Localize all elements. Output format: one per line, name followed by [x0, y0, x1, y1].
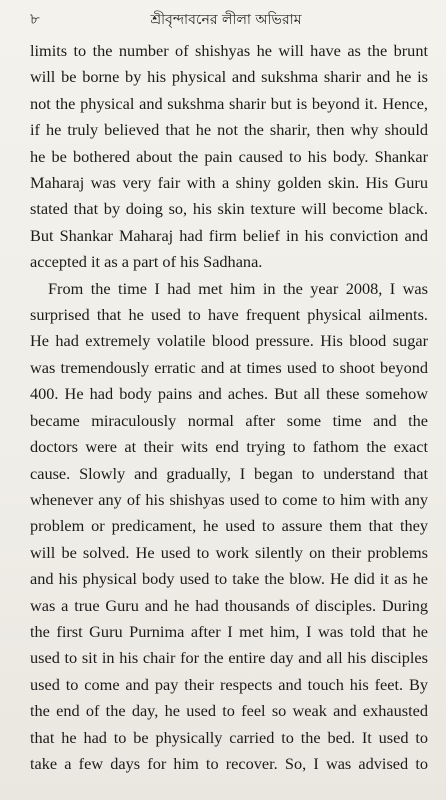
text-line: But Shankar Maharaj had firm belief in his conviction and [30, 225, 428, 245]
text-line: the end of the day, he used to feel so weak and exhausted [30, 701, 428, 721]
text-line: cause. Slowly and gradually, I began to understand that [30, 463, 428, 483]
text-line: Maharaj was very fair with a shiny golden skin. His Guru [30, 173, 428, 193]
text-line: doctors were at their wits end trying to fathom the exact [30, 437, 428, 457]
page-header [30, 8, 422, 30]
text-line: and his physical body used to take the blow. He did it as he [30, 569, 428, 589]
text-line: was tremendously erratic and at times used to shoot beyond [30, 357, 428, 377]
text-line: will be solved. He used to work silently on their problems [30, 542, 428, 562]
text-line: problem or predicament, he used to assure them that they [30, 516, 428, 536]
text-line: he be bothered about the pain caused to his body. Shankar [30, 146, 428, 166]
running-title: শ্রীবৃন্দাবনের লীলা অভিরাম [150, 12, 302, 28]
text-line: if he truly believed that he not the sharir, then why should [30, 120, 428, 140]
text-line: From the time I had met him in the year 2008, I was [48, 278, 428, 298]
text-line: 400. He had body pains and aches. But all these somehow [30, 384, 428, 404]
text-line: take a few days for him to recover. So, I was advised to [30, 753, 428, 773]
body-text [30, 38, 428, 777]
page-number: ৮ [30, 10, 40, 28]
text-line: that he had to be physically carried to the bed. It used to [30, 727, 428, 747]
text-line: whenever any of his shishyas used to come to him with any [30, 489, 428, 509]
text-line: became miraculously normal after some time and the [30, 410, 428, 430]
text-line: not the physical and sukshma sharir but is beyond it. Hence, [30, 93, 428, 113]
text-line: used to sit in his chair for the entire day and all his disciples [30, 648, 428, 668]
text-line: He had extremely volatile blood pressure. His blood sugar [30, 331, 428, 351]
text-line: the first Guru Purnima after I met him, I was told that he [30, 621, 428, 641]
text-line: used to come and pay their respects and touch his feet. By [30, 674, 428, 694]
text-line: accepted it as a part of his Sadhana. [30, 252, 263, 272]
text-line: was a true Guru and he had thousands of disciples. During [30, 595, 428, 615]
text-line: surprised that he used to have frequent physical ailments. [30, 305, 428, 325]
text-line: will be borne by his physical and sukshma sharir and he is [30, 67, 428, 87]
text-line: limits to the number of shishyas he will have as the brunt [30, 41, 428, 60]
text-line: stated that by doing so, his skin texture will become black. [30, 199, 428, 219]
